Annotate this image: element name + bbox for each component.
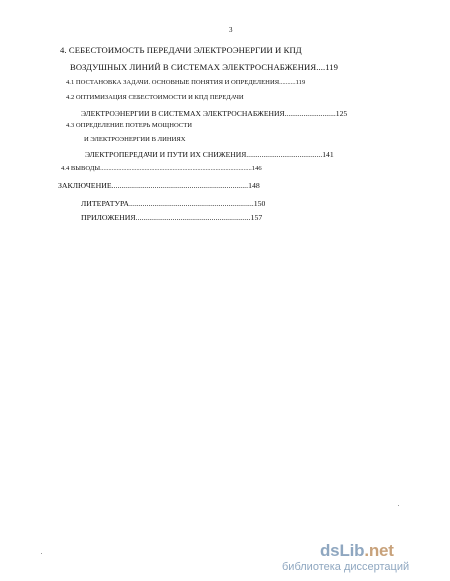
- toc-entry-text: ПРИЛОЖЕНИЯ: [81, 213, 136, 222]
- toc-entry-text: 4.3 ОПРЕДЕЛЕНИЕ ПОТЕРЬ МОЩНОСТИ: [66, 122, 192, 129]
- toc-entry-text: 4.2 ОПТИМИЗАЦИЯ СЕБЕСТОИМОСТИ И КПД ПЕРЕДАЧИ: [66, 94, 244, 101]
- toc-leader: ............................................................................................: [100, 165, 252, 172]
- toc-page: 125: [335, 109, 348, 118]
- page-number: 3: [229, 26, 233, 34]
- watermark-brand: [320, 541, 394, 561]
- watermark-brand-suffix: .net: [364, 541, 394, 560]
- toc-entry-text: И ЭЛЕКТРОЭНЕРГИИ В ЛИНИЯХ: [84, 136, 186, 143]
- toc-entry-text: 4.4 ВЫВОДЫ: [61, 165, 101, 172]
- toc-entry-text: ЭЛЕКТРОПЕРЕДАЧИ И ПУТИ ИХ СНИЖЕНИЯ: [85, 150, 247, 159]
- toc-page: 157: [250, 213, 263, 222]
- toc-leader: ........................................: [246, 150, 323, 159]
- toc-entry-4: [60, 45, 302, 55]
- toc-entry-4-3-cont2: [85, 150, 334, 159]
- toc-entry-4-cont: [70, 62, 338, 72]
- toc-entry-4-3-cont1: [84, 136, 186, 143]
- toc-entry-conclusion: [58, 181, 260, 190]
- toc-page: 119: [325, 62, 339, 72]
- scan-speck: [398, 505, 399, 506]
- toc-entry-text: ВОЗДУШНЫХ ЛИНИЙ В СИСТЕМАХ ЭЛЕКТРОСНАБЖЕНИЯ: [70, 62, 317, 72]
- toc-entry-text: 4.1 ПОСТАНОВКА ЗАДАЧИ. ОСНОВНЫЕ ПОНЯТИЯ И ОПРЕДЕЛЕНИЯ: [66, 79, 280, 86]
- toc-page: 146: [251, 165, 262, 172]
- toc-page: 150: [253, 199, 266, 208]
- toc-leader: ................................................................: [128, 199, 254, 208]
- toc-leader: ...........................: [284, 109, 336, 118]
- toc-entry-text: ЗАКЛЮЧЕНИЕ: [58, 181, 112, 190]
- toc-entry-text: ЭЛЕКТРОЭНЕРГИИ В СИСТЕМАХ ЭЛЕКТРОСНАБЖЕНИЯ: [81, 109, 285, 118]
- toc-entry-4-4: [61, 165, 262, 172]
- watermark-brand-main: dsLib: [320, 541, 365, 560]
- toc-entry-text: ЛИТЕРАТУРА: [81, 199, 129, 208]
- watermark-logo: [282, 541, 446, 577]
- toc-leader: ..........: [279, 79, 296, 86]
- scan-speck: [41, 553, 42, 554]
- toc-page: 148: [248, 181, 260, 190]
- toc-entry-appendices: [81, 213, 262, 222]
- toc-entry-literature: [81, 199, 265, 208]
- toc-entry-4-2-cont: [81, 109, 347, 118]
- toc-leader: ....: [316, 62, 326, 72]
- toc-entry-4-2: [66, 94, 244, 101]
- toc-leader: ...........................................................: [135, 213, 251, 222]
- toc-entry-4-3: [66, 122, 192, 129]
- watermark-subtitle: библиотека диссертаций: [282, 561, 410, 573]
- toc-page: 119: [295, 79, 306, 86]
- toc-entry-4-1: [66, 79, 305, 86]
- toc-leader: ......................................................................: [111, 181, 249, 190]
- toc-page: 141: [322, 150, 334, 159]
- toc-entry-text: 4. СЕБЕСТОИМОСТЬ ПЕРЕДАЧИ ЭЛЕКТРОЭНЕРГИИ И КПД: [60, 45, 302, 55]
